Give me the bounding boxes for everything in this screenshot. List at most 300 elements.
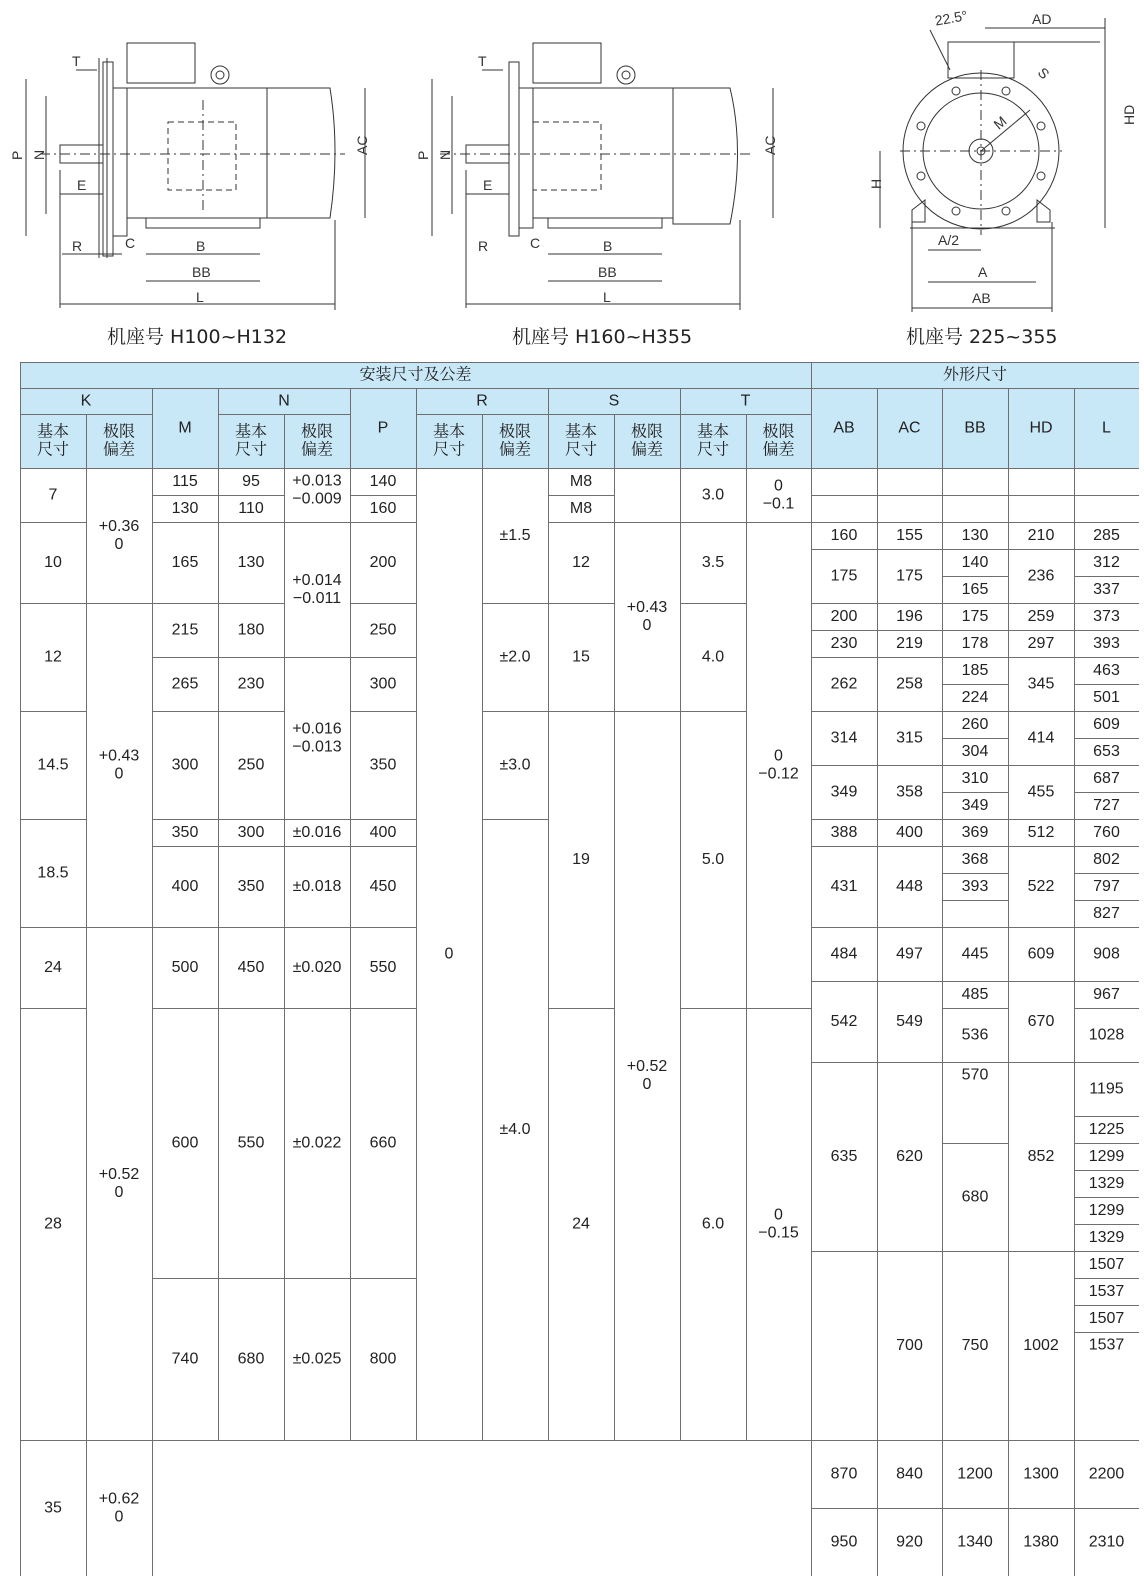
cell-text: 极限 xyxy=(631,422,663,441)
dim-label-bb: BB xyxy=(598,264,617,280)
spec-table-svg xyxy=(20,362,1139,1576)
table-cell xyxy=(87,928,153,1441)
subheader-tolerance xyxy=(747,415,812,469)
front-view-225-355 xyxy=(868,7,1137,312)
cell-text: 448 xyxy=(896,878,923,895)
cell-text: 250 xyxy=(370,622,397,639)
table-cell xyxy=(878,820,943,847)
cell-text: 1380 xyxy=(1023,1534,1059,1551)
cell-text: 14.5 xyxy=(37,757,68,774)
cell-text: 3.0 xyxy=(702,487,724,504)
table-cell xyxy=(351,1009,417,1279)
cell-text: −0.12 xyxy=(758,766,799,783)
table-cell xyxy=(351,604,417,658)
dim-label-ab: AB xyxy=(972,290,991,306)
table-cell xyxy=(549,712,615,1009)
table-cell xyxy=(878,631,943,658)
subheader-basic xyxy=(549,415,615,469)
cell-text: 450 xyxy=(238,959,265,976)
table-cell xyxy=(878,523,943,550)
cell-text: 0 xyxy=(643,1076,652,1093)
table-cell xyxy=(1075,739,1140,766)
cell-text: 550 xyxy=(238,1135,265,1152)
cell-text: 285 xyxy=(1093,527,1120,544)
table-cell xyxy=(878,469,943,496)
cell-text: 尺寸 xyxy=(697,441,729,459)
table-cell xyxy=(285,658,351,820)
cell-text: 196 xyxy=(896,608,923,625)
cell-text: 802 xyxy=(1093,851,1120,868)
cell-text: 512 xyxy=(1028,824,1055,841)
table-cell xyxy=(21,1441,87,1576)
cell-text: 0 xyxy=(115,536,124,553)
table-cell xyxy=(943,496,1009,523)
table-cell xyxy=(21,928,87,1009)
table-cell xyxy=(878,1252,943,1441)
dim-label-r: R xyxy=(72,238,82,254)
table-cell xyxy=(878,712,943,766)
cell-text: 140 xyxy=(962,554,989,571)
cell-text: 0 xyxy=(774,1207,783,1224)
cell-text: L xyxy=(1102,420,1111,437)
table-cell xyxy=(351,712,417,820)
cell-text: 极限 xyxy=(762,422,794,441)
table-cell xyxy=(351,820,417,847)
dim-label-hd: HD xyxy=(1121,105,1137,125)
table-cell xyxy=(417,469,483,1441)
dim-label-ac: AC xyxy=(354,136,370,155)
cell-text: 310 xyxy=(962,770,989,787)
dim-label-c: C xyxy=(125,235,135,251)
cell-text: 300 xyxy=(172,757,199,774)
table-cell xyxy=(351,496,417,523)
table-cell xyxy=(153,712,219,820)
cell-text: 797 xyxy=(1093,878,1120,895)
table-cell xyxy=(878,604,943,631)
table-cell xyxy=(219,523,285,604)
cell-text: 445 xyxy=(962,946,989,963)
cell-text: +0.62 xyxy=(99,1491,140,1508)
cell-text: 1225 xyxy=(1089,1121,1125,1138)
cell-text: 尺寸 xyxy=(565,441,597,459)
cell-text: 24 xyxy=(44,959,62,976)
cell-text: 393 xyxy=(962,878,989,895)
cell-text: 219 xyxy=(896,635,923,652)
cell-text: 6.0 xyxy=(702,1216,724,1233)
table-cell xyxy=(615,712,681,1441)
table-cell xyxy=(153,1279,219,1441)
table-cell xyxy=(812,469,878,496)
cell-text: 130 xyxy=(238,554,265,571)
table-cell xyxy=(153,658,219,712)
cell-text: 609 xyxy=(1028,946,1055,963)
cell-text: 偏差 xyxy=(103,441,135,459)
cell-text: 155 xyxy=(896,527,923,544)
table-cell xyxy=(87,469,153,604)
dim-label-n: N xyxy=(31,150,47,160)
cell-text: ±4.0 xyxy=(499,1121,530,1138)
table-cell xyxy=(812,496,878,523)
cell-text: M8 xyxy=(570,473,592,490)
dim-label-l: L xyxy=(603,289,611,305)
cell-text: 687 xyxy=(1093,770,1120,787)
table-cell xyxy=(1075,1333,1140,1441)
table-cell xyxy=(681,1009,747,1441)
cell-text: +0.43 xyxy=(99,748,140,765)
cell-text: 455 xyxy=(1028,784,1055,801)
subheader-tolerance xyxy=(483,415,549,469)
subheader-basic xyxy=(21,415,87,469)
cell-text: 431 xyxy=(831,878,858,895)
cell-text: 635 xyxy=(831,1148,858,1165)
table-cell xyxy=(351,658,417,712)
cell-text: 400 xyxy=(370,824,397,841)
table-cell xyxy=(549,496,615,523)
cell-text: 620 xyxy=(896,1148,923,1165)
cell-text: ±0.025 xyxy=(293,1351,342,1368)
cell-text: 304 xyxy=(962,743,989,760)
cell-text: 750 xyxy=(962,1337,989,1354)
table-cell xyxy=(219,928,285,1009)
table-cell xyxy=(681,604,747,712)
cell-text: 160 xyxy=(370,500,397,517)
cell-text: +0.016 xyxy=(292,721,341,738)
table-cell xyxy=(219,820,285,847)
table-cell xyxy=(285,1009,351,1279)
cell-text: 400 xyxy=(896,824,923,841)
table-cell xyxy=(812,766,878,820)
table-cell xyxy=(1075,1171,1140,1198)
cell-text: 414 xyxy=(1028,730,1055,747)
table-cell xyxy=(1075,1063,1140,1117)
cell-text: 1195 xyxy=(1089,1081,1124,1098)
table-cell xyxy=(1009,496,1075,523)
cell-text: +0.52 xyxy=(99,1166,140,1183)
cell-text: 827 xyxy=(1093,905,1120,922)
table-cell xyxy=(747,469,812,523)
cell-text: 393 xyxy=(1093,635,1120,652)
table-cell xyxy=(681,469,747,523)
dim-label-ac: AC xyxy=(762,136,778,155)
header-s xyxy=(549,389,681,415)
table-cell xyxy=(285,847,351,928)
side-view-h160-h355 xyxy=(415,43,778,310)
cell-text: 140 xyxy=(370,473,397,490)
subheader-tolerance xyxy=(615,415,681,469)
table-cell xyxy=(747,1009,812,1441)
table-cell xyxy=(878,496,943,523)
table-cell xyxy=(681,712,747,1009)
caption-view1: 机座号 H100~H132 xyxy=(107,322,287,349)
table-cell xyxy=(1075,1117,1140,1144)
cell-text: 260 xyxy=(962,716,989,733)
cell-text: 1200 xyxy=(957,1466,993,1483)
table-cell xyxy=(943,658,1009,685)
table-cell xyxy=(943,712,1009,739)
cell-text: AB xyxy=(833,420,854,437)
cell-text: 660 xyxy=(370,1135,397,1152)
dim-label-p: P xyxy=(9,151,25,160)
cell-text: 345 xyxy=(1028,676,1055,693)
cell-text: 349 xyxy=(962,797,989,814)
table-cell xyxy=(21,820,87,928)
table-cell xyxy=(943,739,1009,766)
cell-text: 680 xyxy=(962,1189,989,1206)
cell-text: 偏差 xyxy=(762,441,794,459)
caption-view2: 机座号 H160~H355 xyxy=(512,322,692,349)
table-cell xyxy=(219,1279,285,1441)
cell-text: N xyxy=(278,393,290,410)
table-cell xyxy=(285,1279,351,1441)
cell-text: 极限 xyxy=(499,422,531,441)
cell-text: 12 xyxy=(572,554,590,571)
table-cell xyxy=(1075,631,1140,658)
cell-text: 760 xyxy=(1093,824,1120,841)
cell-text: 0 xyxy=(115,1184,124,1201)
cell-text: 基本 xyxy=(433,423,465,441)
table-cell xyxy=(943,982,1009,1009)
cell-text: 1507 xyxy=(1089,1310,1125,1327)
cell-text: 基本 xyxy=(37,423,69,441)
cell-text: 1028 xyxy=(1089,1027,1125,1044)
table-cell xyxy=(219,658,285,712)
cell-text: +0.013 xyxy=(292,473,341,490)
cell-text: 369 xyxy=(962,824,989,841)
cell-text: ±0.022 xyxy=(293,1135,342,1152)
cell-text: 258 xyxy=(896,676,923,693)
table-cell xyxy=(1009,1252,1075,1441)
table-cell xyxy=(1075,523,1140,550)
table-cell xyxy=(878,928,943,982)
header-outline xyxy=(812,363,1140,389)
motor-drawings xyxy=(0,0,1144,355)
cell-text: 1340 xyxy=(957,1534,993,1551)
dim-label-bb: BB xyxy=(192,264,211,280)
cell-text: 偏差 xyxy=(631,441,663,459)
cell-text: 259 xyxy=(1028,608,1055,625)
cell-text: 463 xyxy=(1093,662,1120,679)
cell-text: 175 xyxy=(831,568,858,585)
table-cell xyxy=(943,1252,1009,1441)
table-cell xyxy=(351,469,417,496)
cell-text: +0.014 xyxy=(292,572,341,589)
table-cell xyxy=(812,1252,878,1441)
cell-text: 497 xyxy=(896,946,923,963)
cell-text: 19 xyxy=(572,851,590,868)
table-cell xyxy=(483,820,549,1441)
cell-text: 外形尺寸 xyxy=(943,366,1007,384)
cell-text: 1507 xyxy=(1089,1256,1125,1273)
cell-text: 400 xyxy=(172,878,199,895)
dim-label-e: E xyxy=(77,177,86,193)
cell-text: 653 xyxy=(1093,743,1120,760)
cell-text: 570 xyxy=(962,1067,989,1084)
cell-text: 1299 xyxy=(1089,1202,1125,1219)
table-cell xyxy=(285,523,351,658)
cell-text: R xyxy=(476,393,488,410)
cell-text: 315 xyxy=(896,730,923,747)
table-cell xyxy=(549,604,615,712)
table-cell xyxy=(153,847,219,928)
cell-text: 388 xyxy=(831,824,858,841)
cell-text: 1329 xyxy=(1089,1229,1125,1246)
table-cell xyxy=(943,928,1009,982)
cell-text: +0.52 xyxy=(627,1058,668,1075)
cell-text: BB xyxy=(964,420,985,437)
table-cell xyxy=(21,469,87,523)
header-hd xyxy=(1009,389,1075,469)
cell-text: 35 xyxy=(44,1500,62,1517)
cell-text: 3.5 xyxy=(702,554,724,571)
cell-text: 368 xyxy=(962,851,989,868)
table-cell xyxy=(812,712,878,766)
table-cell xyxy=(943,847,1009,874)
cell-text: 10 xyxy=(44,554,62,571)
table-cell xyxy=(812,847,878,928)
cell-text: 350 xyxy=(370,757,397,774)
dim-label-m: M xyxy=(990,113,1009,133)
table-cell xyxy=(1075,1279,1140,1306)
cell-text: 2200 xyxy=(1089,1466,1125,1483)
header-n xyxy=(219,389,351,415)
table-cell xyxy=(943,685,1009,712)
table-cell xyxy=(1075,847,1140,874)
dim-label-l: L xyxy=(196,289,204,305)
cell-text: 670 xyxy=(1028,1013,1055,1030)
table-cell xyxy=(878,658,943,712)
table-cell xyxy=(351,523,417,604)
cell-text: M xyxy=(178,420,191,437)
table-cell xyxy=(351,928,417,1009)
cell-text: 373 xyxy=(1093,608,1120,625)
cell-text: 450 xyxy=(370,878,397,895)
table-cell xyxy=(1075,793,1140,820)
table-cell xyxy=(1009,766,1075,820)
cell-text: 0 xyxy=(774,478,783,495)
table-cell xyxy=(153,496,219,523)
cell-text: 550 xyxy=(370,959,397,976)
cell-text: +0.43 xyxy=(627,599,668,616)
cell-text: 262 xyxy=(831,676,858,693)
cell-text: 350 xyxy=(172,824,199,841)
table-cell xyxy=(1075,658,1140,685)
table-cell xyxy=(812,658,878,712)
table-cell xyxy=(1075,685,1140,712)
cell-text: −0.011 xyxy=(293,590,341,607)
table-cell xyxy=(1009,847,1075,928)
cell-text: 297 xyxy=(1028,635,1055,652)
table-cell xyxy=(1075,1441,1140,1509)
table-cell xyxy=(1009,820,1075,847)
cell-text: ±0.020 xyxy=(293,959,342,976)
table-cell xyxy=(1075,928,1140,982)
dim-label-r: R xyxy=(478,238,488,254)
cell-text: 160 xyxy=(831,527,858,544)
table-cell xyxy=(812,631,878,658)
cell-text: 484 xyxy=(831,946,858,963)
table-cell xyxy=(943,1009,1009,1063)
subheader-basic xyxy=(219,415,285,469)
table-cell xyxy=(1075,550,1140,577)
cell-text: 130 xyxy=(962,527,989,544)
cell-text: 609 xyxy=(1093,716,1120,733)
cell-text: ±1.5 xyxy=(499,527,530,544)
table-cell xyxy=(219,847,285,928)
cell-text: 312 xyxy=(1093,554,1120,571)
cell-text: 安装尺寸及公差 xyxy=(359,366,471,384)
table-cell xyxy=(549,469,615,496)
subheader-tolerance xyxy=(285,415,351,469)
table-cell xyxy=(1075,1225,1140,1252)
header-install xyxy=(21,363,812,389)
table-cell xyxy=(21,604,87,712)
table-cell xyxy=(1009,523,1075,550)
header-p xyxy=(351,389,417,469)
cell-text: 180 xyxy=(238,622,265,639)
cell-text: 800 xyxy=(370,1351,397,1368)
table-cell xyxy=(812,1441,878,1509)
table-cell xyxy=(285,469,351,523)
cell-text: 700 xyxy=(896,1337,923,1354)
header-t xyxy=(681,389,812,415)
cell-text: 250 xyxy=(238,757,265,774)
cell-text: 920 xyxy=(896,1534,923,1551)
table-cell xyxy=(285,820,351,847)
table-cell xyxy=(219,469,285,496)
cell-text: 337 xyxy=(1093,581,1120,598)
table-cell xyxy=(1009,1509,1075,1576)
cell-text: 偏差 xyxy=(499,441,531,459)
cell-text: +0.36 xyxy=(99,518,140,535)
cell-text: 200 xyxy=(370,554,397,571)
cell-text: 165 xyxy=(172,554,199,571)
table-cell xyxy=(1009,982,1075,1063)
cell-text: 265 xyxy=(172,676,199,693)
table-cell xyxy=(1075,1009,1140,1063)
cell-text: 基本 xyxy=(565,423,597,441)
table-cell xyxy=(1009,1063,1075,1252)
table-cell xyxy=(812,928,878,982)
table-cell xyxy=(812,550,878,604)
dim-label-t: T xyxy=(478,53,487,69)
table-cell xyxy=(1075,577,1140,604)
cell-text: 极限 xyxy=(301,422,333,441)
cell-text: 130 xyxy=(172,500,199,517)
table-cell xyxy=(812,523,878,550)
side-view-h100-h132 xyxy=(9,43,370,310)
table-cell xyxy=(878,982,943,1063)
cell-text: S xyxy=(609,393,620,410)
cell-text: 2310 xyxy=(1089,1534,1125,1551)
table-cell xyxy=(21,523,87,604)
table-cell xyxy=(1075,469,1140,496)
cell-text: 0 xyxy=(445,946,454,963)
cell-text: HD xyxy=(1029,420,1052,437)
cell-text: 185 xyxy=(962,662,989,679)
cell-text: 350 xyxy=(238,878,265,895)
cell-text: 24 xyxy=(572,1216,590,1233)
cell-text: 950 xyxy=(831,1534,858,1551)
cell-text: 尺寸 xyxy=(235,441,267,459)
cell-text: 536 xyxy=(962,1027,989,1044)
table-cell xyxy=(1075,982,1140,1009)
cell-text: 500 xyxy=(172,959,199,976)
cell-text: 740 xyxy=(172,1351,199,1368)
cell-text: 224 xyxy=(962,689,989,706)
cell-text: 12 xyxy=(44,649,62,666)
cell-text: K xyxy=(81,393,92,410)
table-cell xyxy=(943,1063,1009,1144)
